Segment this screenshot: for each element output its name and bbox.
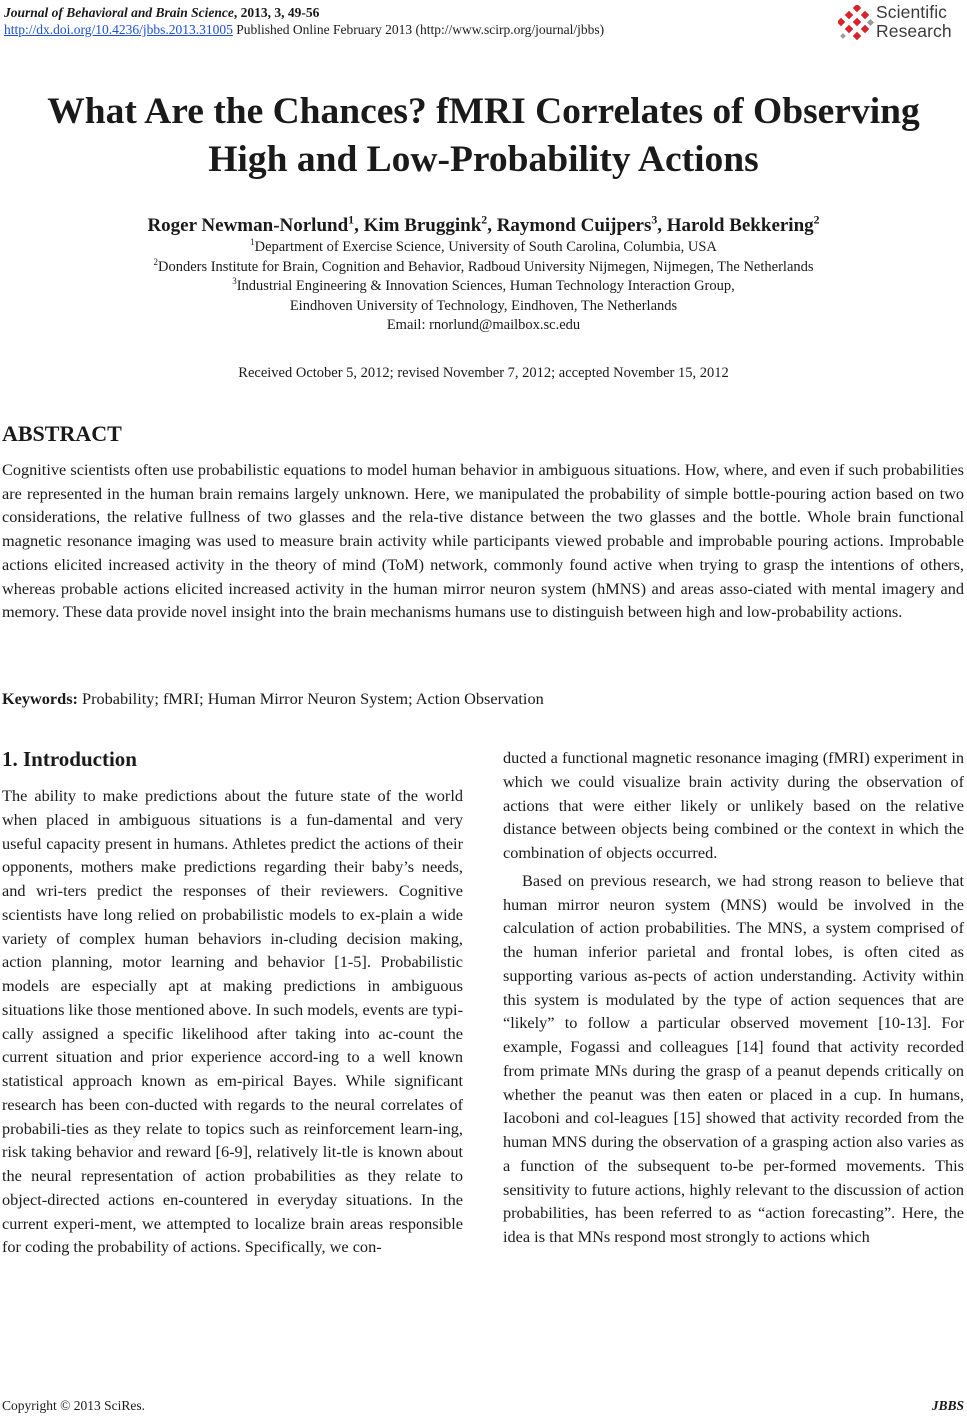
author-affiliation-mark: 2 xyxy=(813,213,820,227)
title-line-2: High and Low-Probability Actions xyxy=(208,139,759,180)
body-paragraph: ducted a functional magnetic resonance imaging (fMRI) experiment in which we could visualize brain activity during the observation of actions that were either likely or unlikely based on the relative distance between objects being combined or the context in which the combination of objects occurred. xyxy=(503,748,964,862)
author-list xyxy=(0,214,967,238)
page-footer xyxy=(2,1397,964,1414)
keywords xyxy=(2,688,964,710)
affiliations xyxy=(0,238,967,336)
author-separator: , xyxy=(354,215,364,236)
journal-name: Journal of Behavioral and Brain Science xyxy=(4,5,234,20)
affiliation-number: 3 xyxy=(232,276,237,287)
body-paragraph: The ability to make predictions about the future state of the world when placed in ambiguous situations is a fun-damental and very useful capacity present in humans. Athletes predict the actions of their opponents, mothers make predictions regarding their baby’s needs, and wri-ters predict the responses of their reviewers. Cognitive scientists have long relied on probabilistic models to ex-plain a wide variety of complex human behaviors in-cluding decision making, action planning, motor learning and behavior [1-5]. Probabilistic models are especially apt at making predictions in ambiguous situations like those mentioned above. In such models, events are typi-cally assigned a specific likelihood after taking into ac-count the current situation and prior experience accord-ing to a well known statistical approach known as em-pirical Bayes. While significant research has been con-ducted with regards to the neural correlates of probabili-ties as they relate to topics such as reinforcement learn-ing, risk taking behavior and reward [6-9], relatively lit-tle is known about the neural representation of action probabilities as they relate to object-directed actions en-countered in everyday situations. In the current experi-ment, we attempted to localize brain areas responsible for coding the probability of actions. Specifically, we con- xyxy=(2,786,463,1257)
page-header xyxy=(4,4,960,42)
author-separator: , xyxy=(487,215,497,236)
journal-volume: , 2013, 3, 49-56 xyxy=(233,5,320,20)
abstract-heading: ABSTRACT xyxy=(2,421,122,446)
affiliation-1 xyxy=(0,238,967,258)
author-affiliation-mark: 3 xyxy=(651,213,658,227)
author-name: Harold Bekkering xyxy=(666,215,814,236)
doi-link[interactable]: http://dx.doi.org/10.4236/jbbs.2013.31005 xyxy=(4,22,233,37)
affiliation-text: Industrial Engineering & Innovation Sciences, Human Technology Interaction Group, xyxy=(236,278,735,294)
corresponding-email[interactable]: Email: rnorlund@mailbox.sc.edu xyxy=(386,317,581,333)
author-affiliation-mark: 1 xyxy=(348,213,355,227)
affiliation-number: 2 xyxy=(153,256,158,267)
author-name: Kim Bruggink xyxy=(363,215,482,236)
author-name: Raymond Cuijpers xyxy=(496,215,652,236)
affiliation-2 xyxy=(0,258,967,278)
body-column-left xyxy=(2,784,463,1259)
affiliation-text: Department of Exercise Science, University of South Carolina, Columbia, USA xyxy=(254,239,717,255)
affiliation-3-cont: Eindhoven University of Technology, Eindhoven, The Netherlands xyxy=(289,297,678,314)
keywords-label: Keywords: xyxy=(2,689,78,708)
affiliation-3 xyxy=(0,277,967,297)
affiliation-number: 1 xyxy=(250,237,255,248)
publication-line xyxy=(4,21,960,38)
author-separator: , xyxy=(657,215,667,236)
section-heading-introduction: 1. Introduction xyxy=(2,747,137,771)
scirp-logo-icon xyxy=(838,5,874,43)
keywords-text: Probability; fMRI; Human Mirror Neuron System; Action Observation xyxy=(77,689,544,708)
publisher-logo xyxy=(838,4,958,44)
published-online: Published Online February 2013 (http://www.scirp.org/journal/jbbs) xyxy=(232,22,605,37)
logo-line-2: Research xyxy=(876,21,952,41)
body-paragraph: Based on previous research, we had strong reason to believe that human mirror neuron system (MNS) would be involved in the calculation of action probabilities. The MNS, a system comprised of the human inferior parietal and frontal lobes, is often cited as supporting various as-pects of action understanding. Activity within this system is modulated by the type of action sequences that are “likely” to follow a particular observed movement [10-13]. For example, Fogassi and colleagues [14] found that activity recorded from primate MNs during the grasp of a peanut depends critically on whether the peanut was then eaten or placed in a cup. In humans, Iacoboni and col-leagues [15] showed that activity recorded from the human MNS during the observation of a grasping action also varies as a function of the subsequent to-be per-formed movements. This sensitivity to future actions, highly relevant to the discussion of action probabilities, has been referred to as “action forecasting”. Here, the idea is that MNs respond most strongly to actions which xyxy=(503,870,964,1246)
logo-line-1: Scientific xyxy=(876,2,948,22)
title-line-1: What Are the Chances? fMRI Correlates of Observing xyxy=(47,91,920,132)
affiliation-text: Donders Institute for Brain, Cognition and Behavior, Radboud University Nijmegen, Nijmegen, The Netherlands xyxy=(157,258,814,275)
abstract-text: Cognitive scientists often use probabilistic equations to model human behavior in ambiguous situations. How, where, and even if such probabilities are represented in the human brain remains largely unknown. Here, we manipulated the probability of simple bottle-pouring action based on two considerations, the relative fullness of two glasses and the rela-tive distance between the two glasses and the bottle. Whole brain functional magnetic resonance imaging was used to measure brain activity while participants viewed probable and improbable pouring actions. Improbable actions elicited increased activity in the theory of mind (ToM) network, commonly found active when trying to grasp the intentions of others, whereas probable actions elicited increased activity in the human mirror neuron system (hMNS) and areas asso-ciated with mental imagery and memory. These data provide novel insight into the brain mechanisms humans use to distinguish between high and low-probability actions. xyxy=(2,460,964,622)
body-column-right xyxy=(503,746,964,1249)
author-name: Roger Newman-Norlund xyxy=(147,215,349,236)
logo-wordmark xyxy=(876,3,952,41)
copyright: Copyright © 2013 SciRes. xyxy=(2,1398,146,1413)
author-affiliation-mark: 2 xyxy=(481,213,488,227)
paper-title xyxy=(0,88,967,184)
journal-citation xyxy=(4,4,960,21)
journal-abbreviation: JBBS xyxy=(931,1398,964,1413)
received-dates: Received October 5, 2012; revised November 7, 2012; accepted November 15, 2012 xyxy=(238,365,729,381)
